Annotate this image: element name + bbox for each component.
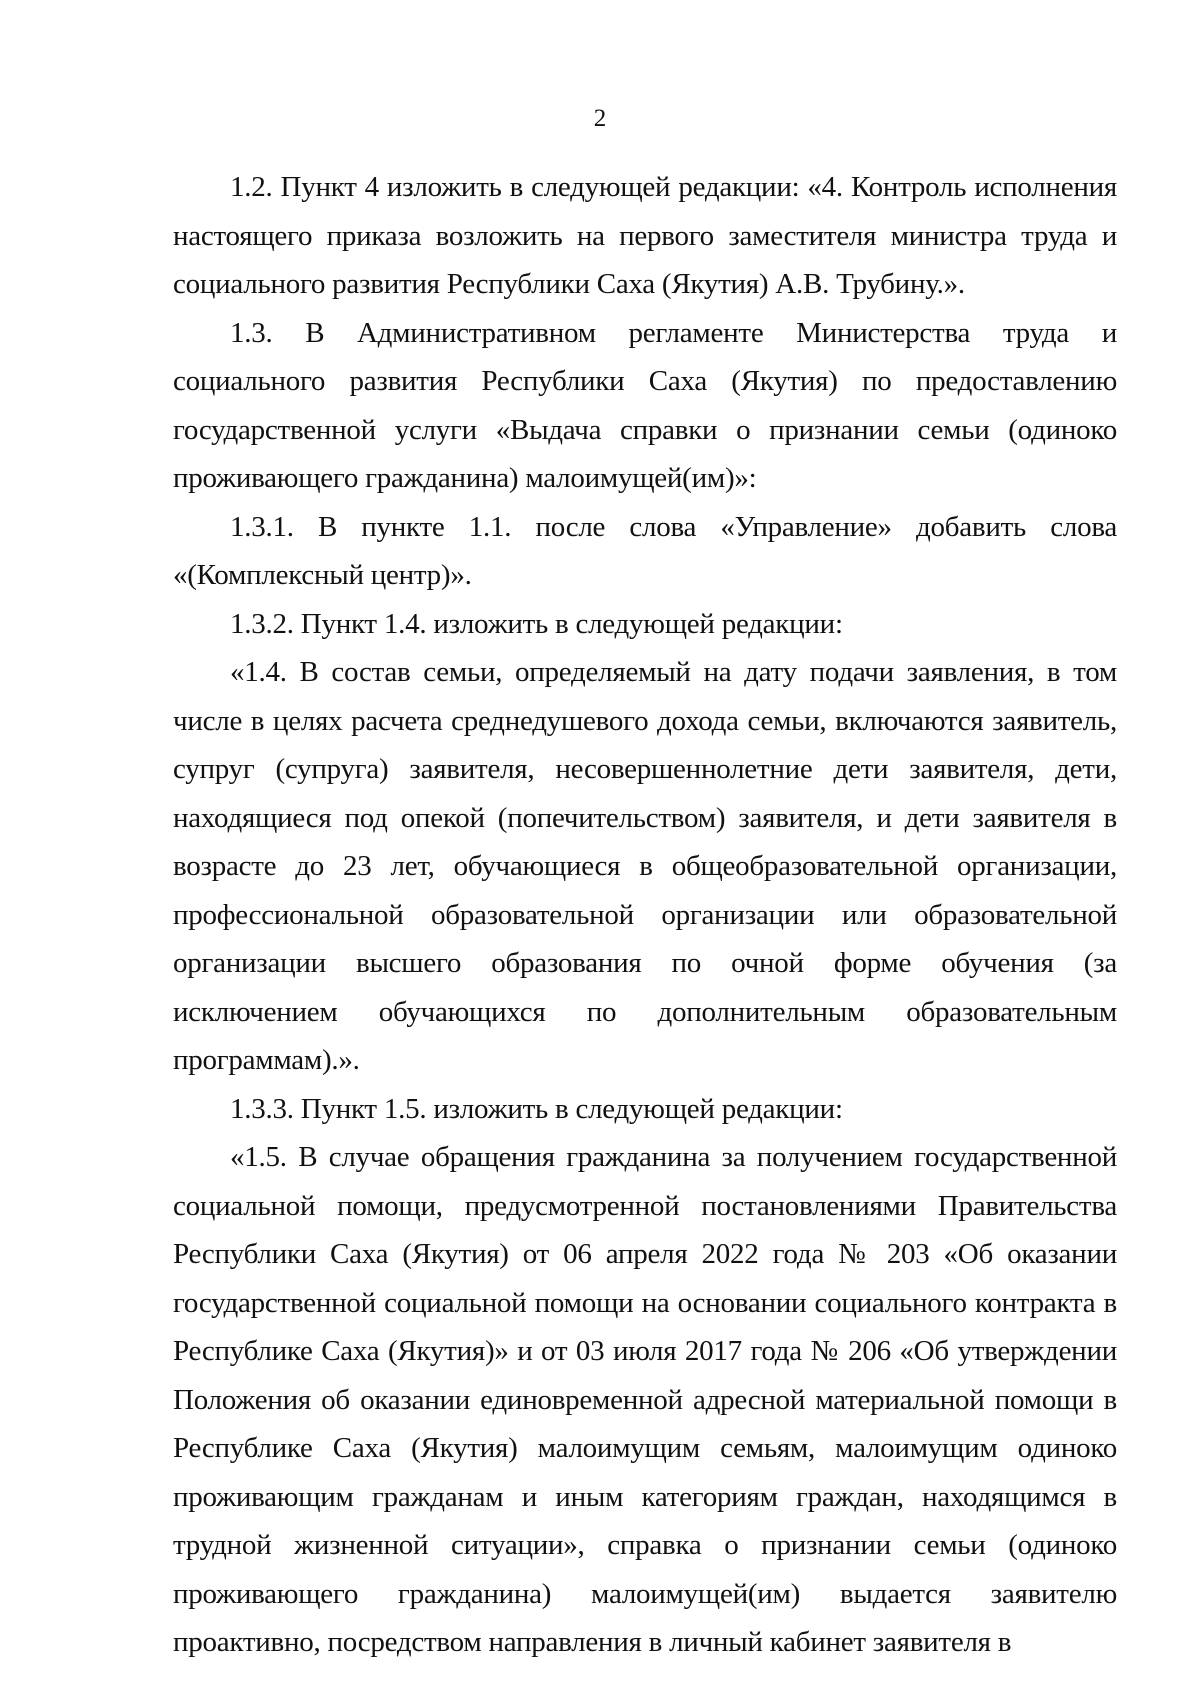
paragraph-1-3-1: 1.3.1. В пункте 1.1. после слова «Управление» добавить слова «(Комплексный центр)». [173,510,1117,591]
paragraph-1-3-2: 1.3.2. Пункт 1.4. изложить в следующей редакции: [230,607,843,640]
paragraph-1-3-3: 1.3.3. Пункт 1.5. изложить в следующей редакции: [230,1092,843,1125]
paragraph-1-3: 1.3. В Административном регламенте Министерства труда и социального развития Республики Саха (Якутия) по предоставлению государственной услуги «Выдача справки о признании семьи (одиноко проживающего гражданина) малоимущей(им)»: [173,316,1117,494]
paragraph-1-5-text: «1.5. В случае обращения гражданина за получением государственной социальной помощи, предусмотренной постановлениями Правительства Республики Саха (Якутия) от 06 апреля 2022 года № 203 «Об оказании государственной социальной помощи на основании социального контракта в Республике Саха (Якутия)» и от 03 июля 2017 года № 206 «Об утверждении Положения об оказании единовременной адресной материальной помощи в Республике Саха (Якутия) малоимущим семьям, малоимущим одиноко проживающим гражданам и иным категориям граждан, находящимся в трудной жизненной ситуации», справка о признании семьи (одиноко проживающего гражданина) малоимущей(им) выдается заявителю проактивно, посредством направления в личный кабинет заявителя в [173,1141,1117,1658]
paragraph-1-2: 1.2. Пункт 4 изложить в следующей редакции: «4. Контроль исполнения настоящего приказа возложить на первого заместителя министра труда и социального развития Республики Саха (Якутия) А.В. Трубину.». [173,171,1117,300]
page-number: 2 [593,105,607,132]
paragraph-1-4-text: «1.4. В состав семьи, определяемый на дату подачи заявления, в том числе в целях расчета среднедушевого дохода семьи, включаются заявитель, супруг (супруга) заявителя, несовершеннолетние дети заявителя, дети, находящиеся под опекой (попечительством) заявителя, и дети заявителя в возрасте до 23 лет, обучающиеся в общеобразовательной организации, профессиональной образовательной организации или образовательной организации высшего образования по очной форме обучения (за исключением обучающихся по дополнительным образовательным программам).». [173,656,1117,1076]
document-body [173,163,1117,1667]
